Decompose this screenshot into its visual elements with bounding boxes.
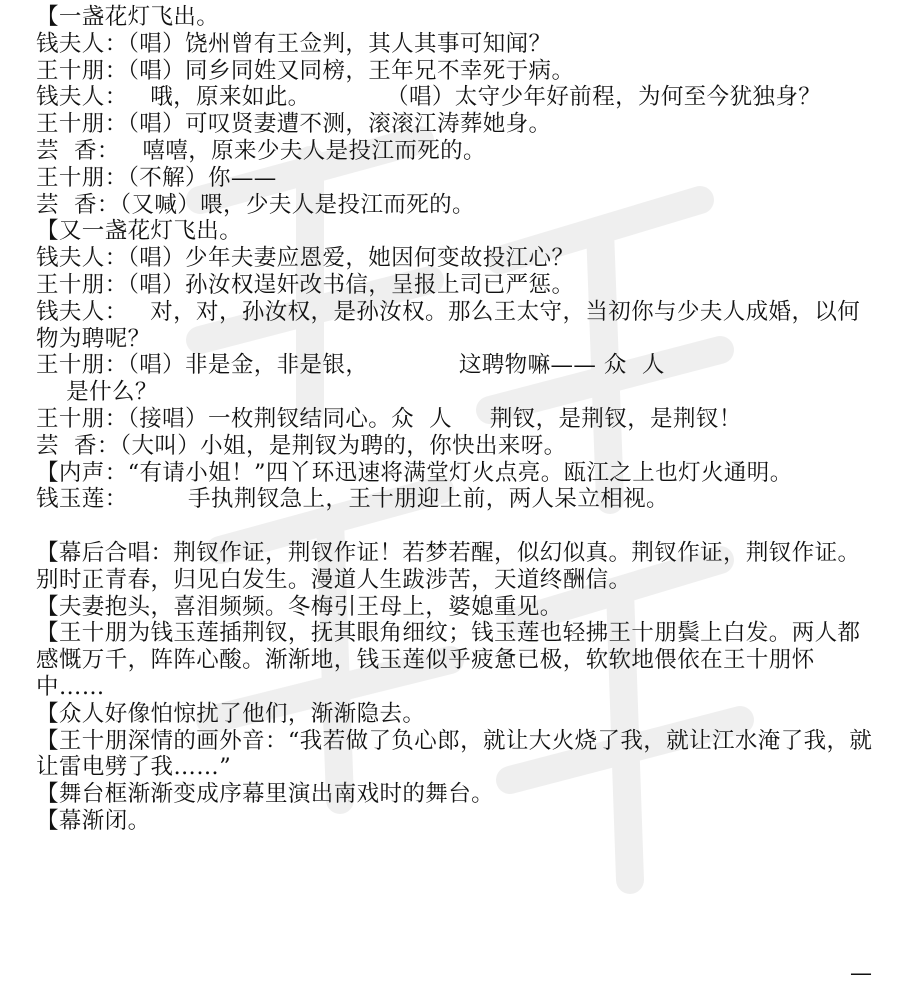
script-line: 【幕后合唱：荆钗作证，荆钗作证！若梦若醒，似幻似真。荆钗作证，荆钗作证。别时正青春，归见白发生。漫道人生跋涉苦，天道终酬信。 [36, 539, 861, 593]
script-line: 芸 香：（大叫）小姐，是荆钗为聘的，你快出来呀。 [36, 432, 567, 459]
script-line: 【王十朋为钱玉莲插荆钗，抚其眼角细纹；钱玉莲也轻拂王十朋鬓上白发。两人都感慨万千，阵阵心酸。渐渐地，钱玉莲似乎疲惫已极，软软地偎依在王十朋怀中…… [36, 620, 861, 700]
script-line: 王十朋：（接唱）一枚荆钗结同心。众 人 荆钗，是荆钗，是荆钗！ [36, 405, 742, 432]
blank-line [36, 513, 876, 540]
script-line: 【众人好像怕惊扰了他们，渐渐隐去。 [36, 700, 426, 727]
script-line: 【幕渐闭。 [36, 807, 151, 834]
script-line: 【夫妻抱头，喜泪频频。冬梅引王母上，婆媳重见。 [36, 593, 563, 620]
script-line: 【内声：“有请小姐！”四丫环迅速将满堂灯火点亮。瓯江之上也灯火通明。 [36, 459, 793, 486]
script-line: 【王十朋深情的画外音：“我若做了负心郎，就让大火烧了我，就让江水淹了我，就让雷电劈了我……” [36, 727, 873, 781]
script-line: 芸 香： 嘻嘻，原来少夫人是投江而死的。 [36, 137, 486, 164]
script-line: 【一盏花灯飞出。 [36, 4, 220, 30]
script-line: 钱夫人：（唱）饶州曾有王佥判，其人其事可知闻？ [36, 30, 552, 57]
script-line: 王十朋：（唱）同乡同姓又同榜，王年兄不幸死于病。 [36, 57, 575, 84]
script-line: 是什么？ [36, 379, 158, 406]
script-line: 钱夫人：（唱）少年夫妻应恩爱，她因何变故投江心？ [36, 245, 575, 272]
script-line: 芸 香：（又喊）喂，少夫人是投江而死的。 [36, 191, 475, 218]
script-line: 钱夫人： 哦，原来如此。 （唱）太守少年好前程，为何至今犹独身？ [36, 84, 822, 111]
script-line: 【又一盏花灯飞出。 [36, 218, 243, 245]
script-line: 王十朋：（不解）你—— [36, 164, 277, 191]
script-line: 【舞台框渐渐变成序幕里演出南戏时的舞台。 [36, 781, 495, 808]
script-line: 王十朋：（唱）可叹贤妻遭不测，滚滚江涛葬她身。 [36, 111, 552, 138]
script-line: 钱玉莲： 手执荆钗急上，王十朋迎上前，两人呆立相视。 [36, 486, 669, 513]
script-page [36, 4, 876, 835]
script-line: 王十朋：（唱）非是金，非是银， 这聘物嘛—— 众 人 [36, 352, 665, 379]
page-continuation-mark: — [850, 961, 872, 986]
script-line: 王十朋：（唱）孙汝权逞奸改书信，呈报上司已严惩。 [36, 271, 575, 298]
script-line: 钱夫人： 对，对，孙汝权，是孙汝权。那么王太守，当初你与少夫人成婚，以何物为聘呢？ [36, 298, 861, 352]
